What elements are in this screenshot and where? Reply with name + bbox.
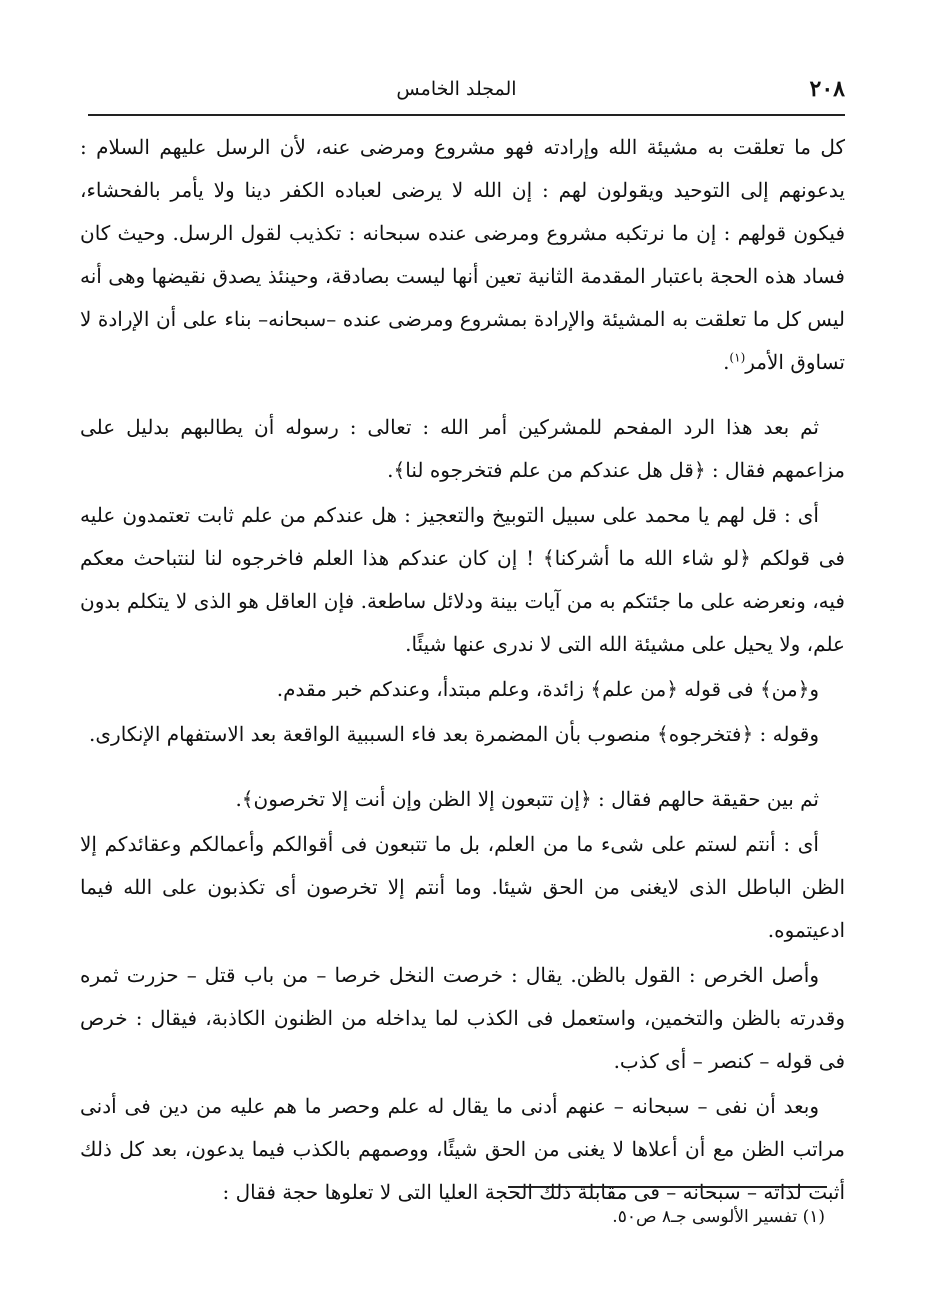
paragraph: و﴿من﴾ فى قوله ﴿من علم﴾ زائدة، وعلم مبتدأ، وعندكم خبر مقدم.	[276, 677, 819, 701]
paragraph: وبعد أن نفى – سبحانه – عنهم أدنى ما يقال له علم وحصر ما هم عليه من دين فى أدنى مراتب الظن مع أن أعلاها لا يغنى من الحق شيئًا، ووصمهم بالكذب فيما يدعون، بعد كل ذلك أثبت لذاته – سبحانه – فى مقابلة ذلك الحجة العليا التى لا تعلوها حجة فقال :	[80, 1094, 845, 1204]
paragraph: وأصل الخرص : القول بالظن. يقال : خرصت النخل خرصا – من باب قتل – حزرت ثمره وقدرته بالظن والتخمين، واستعمل فى الكذب لما يداخله من الظنون الكاذبة، فيقال : خرص فى قوله – كنصر – أى كذب.	[80, 963, 845, 1073]
paragraph: ثم بين حقيقة حالهم فقال : ﴿إن تتبعون إلا الظن وإن أنت إلا تخرصون﴾.	[235, 787, 819, 811]
paragraph: وقوله : ﴿فتخرجوه﴾ منصوب بأن المضمرة بعد فاء السببية الواقعة بعد الاستفهام الإنكارى.	[89, 722, 819, 746]
paragraph-text: كل ما تعلقت به مشيئة الله وإرادته فهو مشروع ومرضى عنه، لأن الرسل عليهم السلام : يدعونهم إلى التوحيد ويقولون لهم : إن الله لا يرضى لعباده الكفر دينا ولا يأمر بالفحشاء، فيكون قولهم : إن ما نرتكبه مشروع ومرضى عنده سبحانه : تكذيب لقول الرسل. وحيث كان فساد هذه الحجة باعتبار المقدمة الثانية تعين أنها ليست بصادقة، وحينئذ يصدق نقيضها وهى أنه ليس كل ما تعلقت به المشيئة والإرادة بمشروع ومرضى عنده –سبحانه– بناء على أن الإرادة لا تساوق الأمر	[80, 135, 845, 374]
running-head: المجلد الخامس	[396, 78, 517, 100]
footnote-marker: (١)	[729, 350, 746, 365]
paragraph: أى : أنتم لستم على شىء ما من العلم، بل ما تتبعون فى أقوالكم وأعمالكم وعقائدكم إلا الظن الباطل الذى لايغنى من الحق شيئا. وما أنتم إلا تخرصون أى تكذبون على الله فيما ادعيتموه.	[80, 832, 845, 942]
paragraph: ثم بعد هذا الرد المفحم للمشركين أمر الله : تعالى : رسوله أن يطالبهم بدليل على مزاعمهم فقال : ﴿قل هل عندكم من علم فتخرجوه لنا﴾.	[80, 415, 845, 482]
page-number: ٢٠٨	[809, 76, 845, 102]
paragraph: كل ما تعلقت به مشيئة الله وإرادته فهو مشروع ومرضى عنه، لأن الرسل عليهم السلام : يدعونهم إلى التوحيد ويقولون لهم : إن الله لا يرضى لعباده الكفر دينا ولا يأمر بالفحشاء، فيكون قولهم : إن ما نرتكبه مشروع ومرضى عنده سبحانه : تكذيب لقول الرسل. وحيث كان فساد هذه الحجة باعتبار المقدمة الثانية تعين أنها ليست بصادقة، وحينئذ يصدق نقيضها وهى أنه ليس كل ما تعلقت به المشيئة والإرادة بمشروع ومرضى عنده –سبحانه– بناء على أن الإرادة لا تساوق الأمر$^{(١)}$.	[80, 135, 845, 374]
page-header	[88, 72, 845, 106]
body-text	[80, 126, 845, 1214]
paragraph: أى : قل لهم يا محمد على سبيل التوبيخ والتعجيز : هل عندكم من علم ثابت تعتمدون عليه فى قولكم ﴿لو شاء الله ما أشركنا﴾ ! إن كان عندكم هذا العلم فاخرجوه لنا لنتباحث معكم فيه، ونعرضه على ما جئتكم به من آيات بينة ودلائل ساطعة. فإن العاقل هو الذى لا يتكلم بدون علم، ولا يحيل على مشيئة الله التى لا ندرى عنها شيئًا.	[80, 503, 845, 656]
footnote-rule	[508, 1186, 827, 1188]
footnote: (١) تفسير الألوسى جـ٨ ص٥٠.	[612, 1207, 825, 1227]
header-rule	[88, 114, 845, 116]
